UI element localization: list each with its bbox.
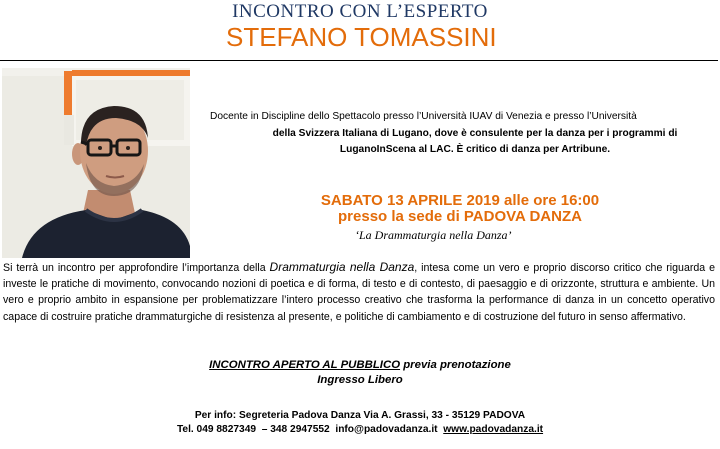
bio-line-1: Docente in Discipline dello Spettacolo presso l’Università IUAV di Venezia e presso l’Università (210, 111, 637, 122)
event-topic: ‘La Drammaturgia nella Danza’ (355, 228, 512, 242)
description-part-1: Si terrà un incontro per approfondire l’importanza della (3, 262, 270, 274)
contact-phones: Tel. 049 8827349 – 348 2947552 (176, 424, 336, 435)
contact-email[interactable]: info@padovadanza.it (335, 424, 438, 435)
speaker-photo (2, 68, 190, 258)
event-venue: presso la sede di PADOVA DANZA (338, 208, 582, 225)
event-series-title: INCONTRO CON L’ESPERTO (232, 1, 488, 22)
event-date: SABATO 13 APRILE 2019 alle ore 16:00 (320, 192, 600, 209)
description-emphasis: Drammaturgia nella Danza (269, 260, 415, 274)
free-entry: Ingresso Libero (317, 374, 403, 386)
open-to-public-label: INCONTRO APERTO AL PUBBLICO (209, 359, 401, 371)
booking-note: previa prenotazione (400, 359, 511, 371)
bio-text (240, 126, 710, 158)
description-part-2: , intesa come un vero e proprio discorso critico che riguarda e investe le pratiche di movimento, convocando nozioni di poetica e di forma, di testo e di contesto, di paesaggio e di orizzonte, struttura e ambiente. Un vero e proprio ambito in espansione per problematizzare l’intero processo creativo che trasforma la performance di danza in un concetto operativo capace di costruire pratiche drammaturgiche di resistenza al presente, e politiche di cambiamento e di costruzione del futuro in senso affermativo. (3, 262, 715, 323)
speaker-name: STEFANO TOMASSINI (226, 22, 497, 52)
bio-line-3: LuganoInScena al LAC. È critico di danza per Artribune. (339, 144, 611, 155)
contact-address: Per info: Segreteria Padova Danza Via A. Grassi, 33 - 35129 PADOVA (194, 410, 526, 421)
open-to-public-line (0, 359, 720, 371)
header-divider (0, 60, 718, 61)
bio-line-2: della Svizzera Italiana di Lugano, dove è consulente per la danza per i programmi di (272, 128, 678, 139)
contact-details (0, 424, 720, 435)
website-link[interactable]: www.padovadanza.it (443, 424, 544, 435)
description-paragraph (3, 259, 715, 325)
